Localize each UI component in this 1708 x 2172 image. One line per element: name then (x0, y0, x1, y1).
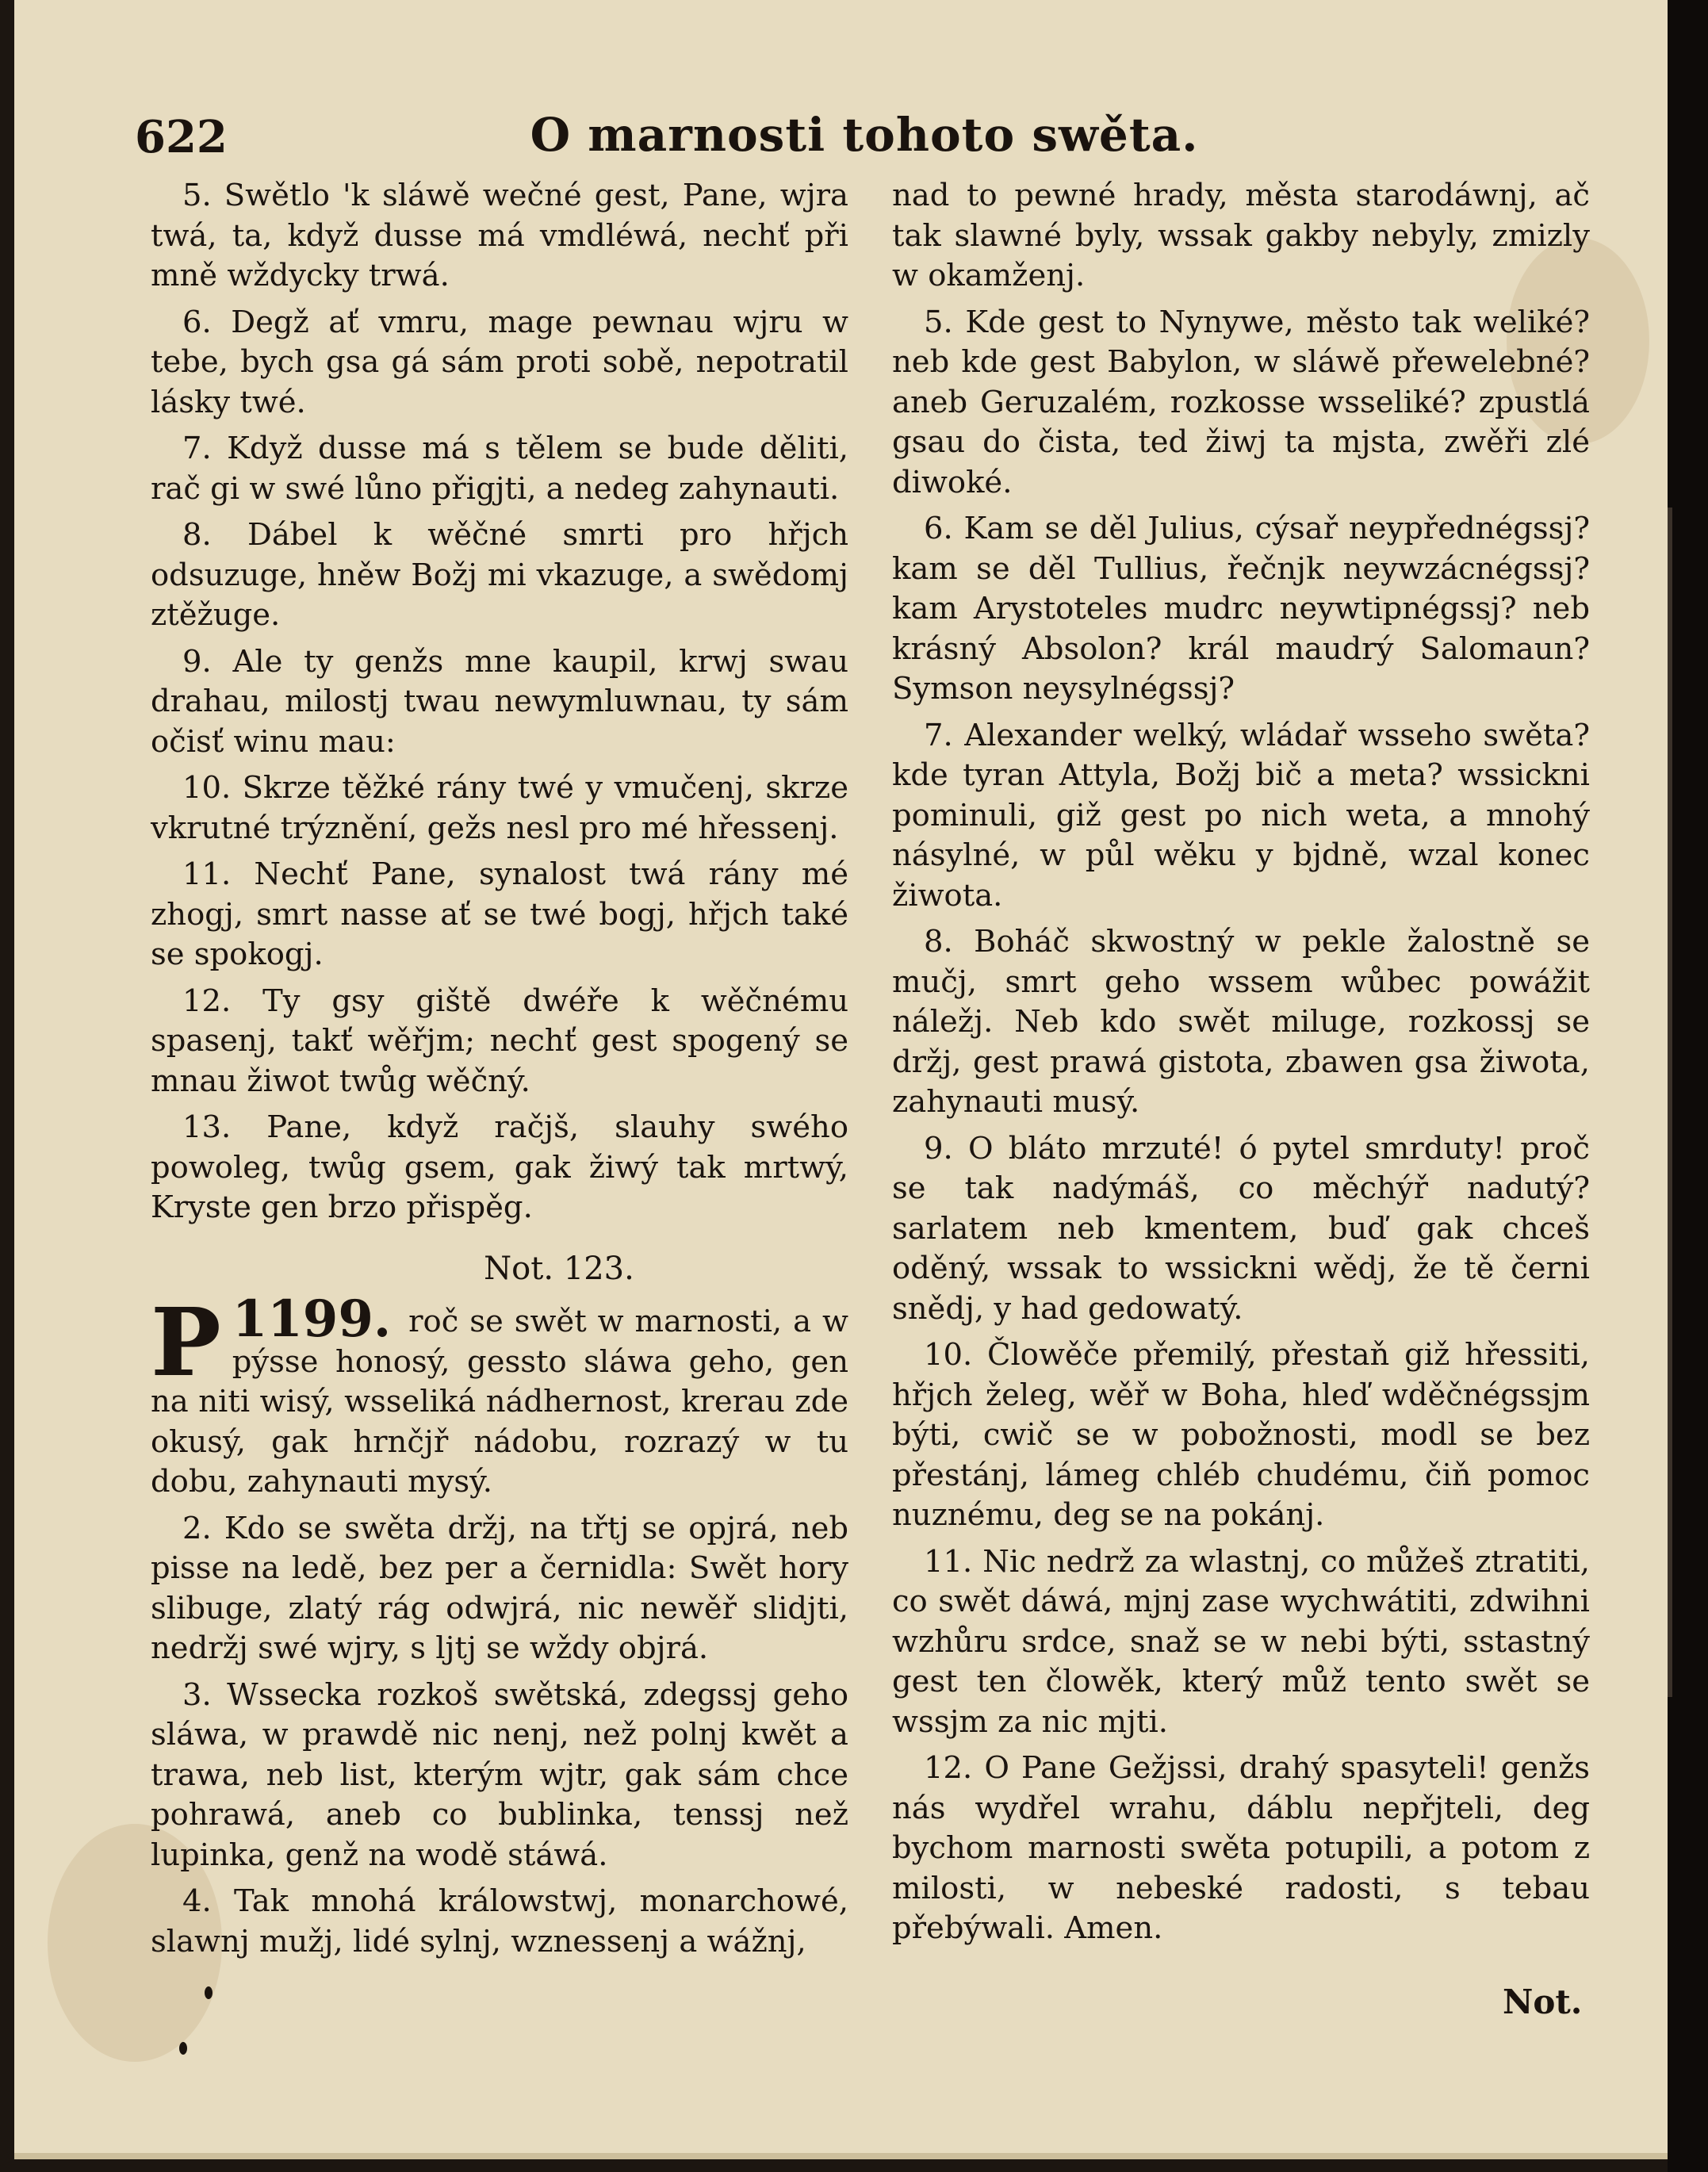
hymn-number: 1199. (232, 1289, 392, 1349)
verse: 7. Když dusse má s tělem se bude děliti, rač gi w swé lůno přigjti, a nedeg zahynauti. (151, 431, 848, 507)
verse-continuation: nad to pewné hrady, města starodáwnj, ač tak slawné byly, wssak gakby nebyly, zmizly w okamženj. (892, 178, 1590, 293)
verse: 8. Boháč skwostný w pekle žalostně se mučj, smrt geho wssem wůbec powážit náležj. Neb kdo swět miluge, rozkossj se držj, gest prawá gistota, zbawen gsa žiwota, zahynauti musý. (892, 924, 1590, 1120)
verse: 5. Kde gest to Nynywe, město tak weliké? neb kde gest Babylon, w sláwě přewelebné? aneb Geruzalém, rozkosse wsseliké? zpustlá gsau do čista, ted žiwj ta mjsta, zwěři zlé diwoké. (892, 304, 1590, 500)
verse: 2. Kdo se swěta držj, na třtj se opjrá, neb pisse na ledě, bez per a černidla: Swět hory slibuge, zlatý rág odwjrá, nic newěř slidjti, nedržj swé wjry, s ljtj se wždy objrá. (151, 1510, 848, 1666)
drop-cap: P (151, 1287, 221, 1397)
verse: 12. Ty gsy giště dwéře k wěčnému spasenj, takť wěřjm; nechť gest spogený se mnau žiwot twůg wěčný. (151, 983, 848, 1099)
right-column (892, 176, 1590, 1956)
ink-spot (179, 2042, 187, 2055)
song-heading: Not. 123. (484, 1250, 634, 1287)
verse: 11. Nechť Pane, synalost twá rány mé zhogj, smrt nasse ať se twé bogj, hřjch také se spokogj. (151, 856, 848, 972)
verse: 13. Pane, když račjš, slauhy swého powoleg, twůg gsem, gak žiwý tak mrtwý, Kryste gen brzo přispěg. (151, 1109, 848, 1225)
ink-spot (205, 1986, 213, 1999)
catchword: Not. (1503, 1982, 1583, 2021)
verse: 6. Kam se děl Julius, cýsař neypřednégssj? kam se děl Tullius, řečnjk neywzácnégssj? kam Arystoteles mudrc neywtipnégssj? neb krásný Absolon? král maudrý Salomaun? Symson neysylnégssj? (892, 511, 1590, 707)
verse: 4. Tak mnohá králowstwj, monarchowé, slawnj mužj, lidé sylnj, wznessenj a wážnj, (151, 1883, 848, 1959)
verse: 9. O bláto mrzuté! ó pytel smrduty! proč se tak nadýmáš, co měchýř nadutý? sarlatem neb kmentem, buď gak chceš oděný, wssak to wssickni wědj, že tě černi snědj, y had gedowatý. (892, 1130, 1590, 1327)
verse: 10. Člowěče přemilý, přestaň giž hřessiti, hřjch želeg, wěř w Boha, hleď wděčnégssjm býti, cwič se w pobožnosti, modl se bez přestánj, lámeg chléb chudému, čiň pomoc nuznému, deg se na pokánj. (892, 1337, 1590, 1533)
hymn-first-stanza (151, 1287, 848, 1503)
verse: 12. O Pane Gežjssi, drahý spasyteli! genžs nás wydřel wrahu, dáblu nepřjteli, deg bychom marnosti swěta potupili, a potom z milosti, w nebeské radosti, s tebau přebýwali. Amen. (892, 1750, 1590, 1946)
page-header (135, 103, 1594, 167)
left-column (151, 176, 848, 1968)
book-spine (1668, 0, 1708, 2172)
verse: 3. Wssecka rozkoš swětská, zdegssj geho sláwa, w prawdě nic nenj, než polnj kwět a trawa, neb list, kterým wjtr, gak sám chce pohrawá, aneb co bublinka, tenssj než lupinka, genž na wodě stáwá. (151, 1676, 848, 1873)
page-number: 622 (135, 111, 228, 163)
verse: 5. Swětlo 'k sláwě wečné gest, Pane, wjra twá, ta, když dusse má vmdléwá, nechť při mně wždycky trwá. (151, 178, 848, 293)
verse: 9. Ale ty genžs mne kaupil, krwj swau drahau, milostj twau newymluwnau, ty sám očisť winu mau: (151, 643, 848, 760)
verse: 11. Nic nedrž za wlastnj, co můžeš ztratiti, co swět dáwá, mjnj zase wychwátiti, zdwihni wzhůru srdce, snaž se w nebi býti, sstastný gest ten člowěk, který můž tento swět se wssjm za nic mjti. (892, 1543, 1590, 1740)
verse: 6. Degž ať vmru, mage pewnau wjru w tebe, bych gsa gá sám proti sobě, nepotratil lásky twé. (151, 304, 848, 420)
verse: 10. Skrze těžké rány twé y vmučenj, skrze vkrutné trýznění, gežs nesl pro mé hřessenj. (151, 770, 848, 846)
running-title: O marnosti tohoto swěta. (530, 108, 1199, 162)
spine-edge (1668, 508, 1672, 1697)
verse: 8. Dábel k wěčné smrti pro hřjch odsuzuge, hněw Božj mi vkazuge, a swědomj ztěžuge. (151, 517, 848, 633)
verse: 7. Alexander welký, wládař wsseho swěta? kde tyran Attyla, Božj bič a meta? wssickni pominuli, giž gest po nich weta, a mnohý násylné, w půl wěku y bjdně, wzal konec žiwota. (892, 717, 1590, 914)
hymn-first-text: roč se swět w marnosti, a w pýsse honosý, gessto sláwa geho, gen na niti wisý, wsseliká nádhernost, krerau zde okusý, gak hrnčjř nádobu, rozrazý w tu dobu, zahynauti mysý. (151, 1304, 848, 1500)
